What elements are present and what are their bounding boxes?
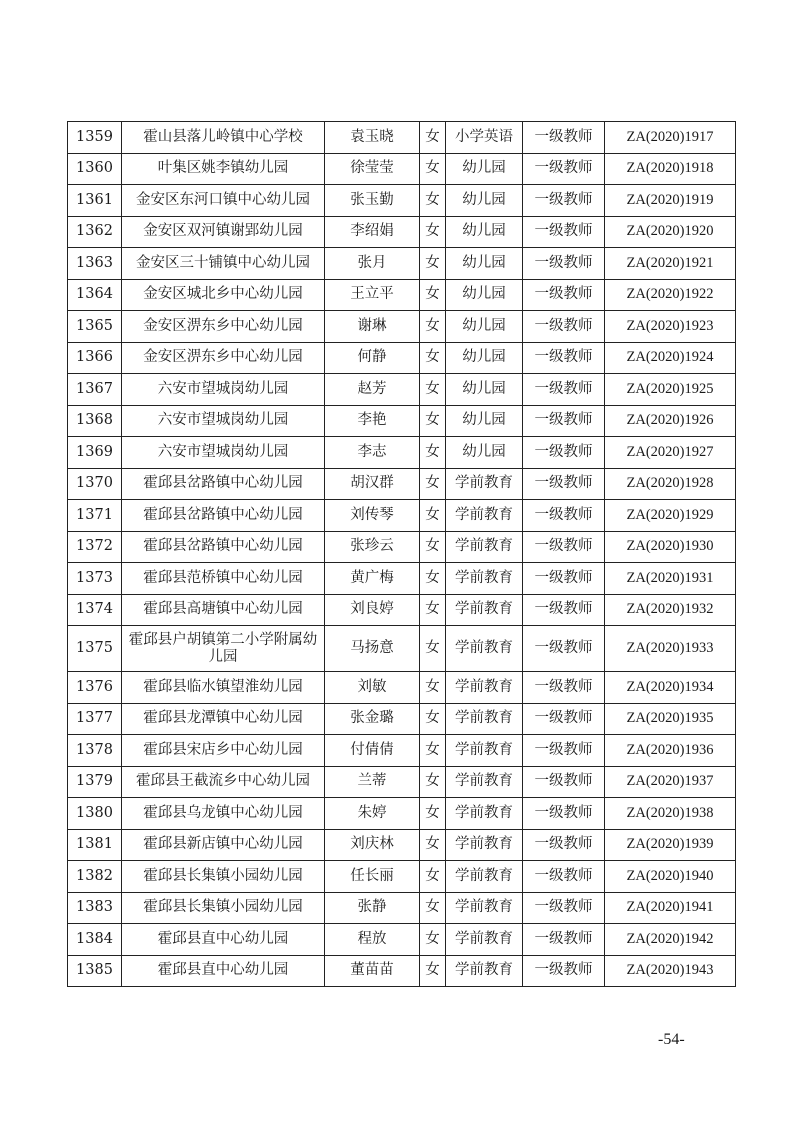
gender-cell: 女 [420,216,446,248]
teacher-name-cell: 黄广梅 [325,563,420,595]
rank-cell: 一级教师 [523,735,605,767]
teacher-name-cell: 张月 [325,248,420,280]
school-cell: 金安区淠东乡中心幼儿园 [122,311,325,343]
serial-number-cell: 1373 [68,563,122,595]
teacher-name-cell: 朱婷 [325,798,420,830]
school-cell: 霍邱县长集镇小园幼儿园 [122,892,325,924]
subject-cell: 幼儿园 [446,342,523,374]
serial-number-cell: 1359 [68,122,122,154]
subject-cell: 学前教育 [446,563,523,595]
gender-cell: 女 [420,342,446,374]
school-cell: 霍邱县范桥镇中心幼儿园 [122,563,325,595]
page-number: -54- [658,1031,685,1048]
teacher-name-cell: 袁玉晓 [325,122,420,154]
school-cell: 金安区淠东乡中心幼儿园 [122,342,325,374]
gender-cell: 女 [420,468,446,500]
serial-number-cell: 1379 [68,766,122,798]
certificate-number-cell: ZA(2020)1940 [605,861,736,893]
teacher-name-cell: 何静 [325,342,420,374]
school-cell: 霍邱县直中心幼儿园 [122,924,325,956]
serial-number-cell: 1366 [68,342,122,374]
rank-cell: 一级教师 [523,955,605,987]
subject-cell: 幼儿园 [446,311,523,343]
school-cell: 六安市望城岗幼儿园 [122,374,325,406]
subject-cell: 幼儿园 [446,216,523,248]
serial-number-cell: 1381 [68,829,122,861]
gender-cell: 女 [420,437,446,469]
teacher-name-cell: 张金璐 [325,703,420,735]
certificate-number-cell: ZA(2020)1923 [605,311,736,343]
table-row [68,468,736,500]
teacher-name-cell: 李志 [325,437,420,469]
rank-cell: 一级教师 [523,500,605,532]
rank-cell: 一级教师 [523,798,605,830]
certificate-number-cell: ZA(2020)1927 [605,437,736,469]
serial-number-cell: 1367 [68,374,122,406]
subject-cell: 学前教育 [446,766,523,798]
gender-cell: 女 [420,626,446,672]
rank-cell: 一级教师 [523,342,605,374]
gender-cell: 女 [420,892,446,924]
subject-cell: 学前教育 [446,468,523,500]
school-cell: 金安区城北乡中心幼儿园 [122,279,325,311]
subject-cell: 学前教育 [446,861,523,893]
school-cell: 霍邱县高塘镇中心幼儿园 [122,594,325,626]
subject-cell: 学前教育 [446,735,523,767]
rank-cell: 一级教师 [523,405,605,437]
table-row [68,216,736,248]
table-row [68,248,736,280]
subject-cell: 学前教育 [446,500,523,532]
serial-number-cell: 1362 [68,216,122,248]
serial-number-cell: 1377 [68,703,122,735]
subject-cell: 学前教育 [446,798,523,830]
subject-cell: 学前教育 [446,829,523,861]
teacher-name-cell: 张静 [325,892,420,924]
subject-cell: 学前教育 [446,594,523,626]
table-row [68,437,736,469]
subject-cell: 幼儿园 [446,374,523,406]
serial-number-cell: 1376 [68,672,122,704]
serial-number-cell: 1368 [68,405,122,437]
school-cell: 霍邱县岔路镇中心幼儿园 [122,468,325,500]
table-row [68,405,736,437]
gender-cell: 女 [420,374,446,406]
school-cell: 霍山县落儿岭镇中心学校 [122,122,325,154]
certificate-number-cell: ZA(2020)1926 [605,405,736,437]
gender-cell: 女 [420,672,446,704]
table-row [68,735,736,767]
gender-cell: 女 [420,829,446,861]
table-row [68,924,736,956]
rank-cell: 一级教师 [523,248,605,280]
serial-number-cell: 1385 [68,955,122,987]
gender-cell: 女 [420,248,446,280]
rank-cell: 一级教师 [523,185,605,217]
gender-cell: 女 [420,703,446,735]
teacher-name-cell: 刘敏 [325,672,420,704]
subject-cell: 学前教育 [446,531,523,563]
teacher-name-cell: 胡汉群 [325,468,420,500]
teacher-name-cell: 谢琳 [325,311,420,343]
certificate-number-cell: ZA(2020)1931 [605,563,736,595]
school-cell: 霍邱县临水镇望淮幼儿园 [122,672,325,704]
certificate-number-cell: ZA(2020)1925 [605,374,736,406]
table-row [68,185,736,217]
certificate-number-cell: ZA(2020)1938 [605,798,736,830]
subject-cell: 学前教育 [446,626,523,672]
rank-cell: 一级教师 [523,216,605,248]
gender-cell: 女 [420,563,446,595]
table-row [68,311,736,343]
serial-number-cell: 1382 [68,861,122,893]
table-row [68,955,736,987]
certificate-number-cell: ZA(2020)1932 [605,594,736,626]
school-cell: 霍邱县直中心幼儿园 [122,955,325,987]
subject-cell: 幼儿园 [446,279,523,311]
table-row [68,531,736,563]
certificate-number-cell: ZA(2020)1937 [605,766,736,798]
certificate-number-cell: ZA(2020)1936 [605,735,736,767]
teacher-name-cell: 李艳 [325,405,420,437]
table-row [68,672,736,704]
school-cell: 霍邱县岔路镇中心幼儿园 [122,500,325,532]
gender-cell: 女 [420,798,446,830]
certificate-number-cell: ZA(2020)1924 [605,342,736,374]
rank-cell: 一级教师 [523,437,605,469]
rank-cell: 一级教师 [523,311,605,343]
serial-number-cell: 1360 [68,153,122,185]
rank-cell: 一级教师 [523,468,605,500]
serial-number-cell: 1372 [68,531,122,563]
gender-cell: 女 [420,766,446,798]
certificate-number-cell: ZA(2020)1942 [605,924,736,956]
serial-number-cell: 1378 [68,735,122,767]
rank-cell: 一级教师 [523,861,605,893]
gender-cell: 女 [420,122,446,154]
gender-cell: 女 [420,185,446,217]
certificate-number-cell: ZA(2020)1933 [605,626,736,672]
teacher-name-cell: 马扬意 [325,626,420,672]
gender-cell: 女 [420,594,446,626]
serial-number-cell: 1383 [68,892,122,924]
roster-body [68,122,736,987]
gender-cell: 女 [420,500,446,532]
school-cell: 六安市望城岗幼儿园 [122,405,325,437]
roster-table [67,121,736,987]
subject-cell: 幼儿园 [446,248,523,280]
table-row [68,563,736,595]
teacher-name-cell: 任长丽 [325,861,420,893]
certificate-number-cell: ZA(2020)1939 [605,829,736,861]
gender-cell: 女 [420,735,446,767]
table-row [68,861,736,893]
teacher-name-cell: 兰蒂 [325,766,420,798]
certificate-number-cell: ZA(2020)1929 [605,500,736,532]
table-row [68,122,736,154]
teacher-name-cell: 赵芳 [325,374,420,406]
serial-number-cell: 1384 [68,924,122,956]
school-cell: 金安区三十铺镇中心幼儿园 [122,248,325,280]
subject-cell: 幼儿园 [446,437,523,469]
school-cell: 霍邱县新店镇中心幼儿园 [122,829,325,861]
teacher-name-cell: 张玉勤 [325,185,420,217]
certificate-number-cell: ZA(2020)1943 [605,955,736,987]
gender-cell: 女 [420,955,446,987]
rank-cell: 一级教师 [523,563,605,595]
serial-number-cell: 1375 [68,626,122,672]
gender-cell: 女 [420,861,446,893]
certificate-number-cell: ZA(2020)1918 [605,153,736,185]
subject-cell: 学前教育 [446,892,523,924]
school-cell: 霍邱县乌龙镇中心幼儿园 [122,798,325,830]
school-cell: 金安区东河口镇中心幼儿园 [122,185,325,217]
table-row [68,892,736,924]
teacher-name-cell: 刘传琴 [325,500,420,532]
serial-number-cell: 1380 [68,798,122,830]
school-cell: 六安市望城岗幼儿园 [122,437,325,469]
certificate-number-cell: ZA(2020)1928 [605,468,736,500]
serial-number-cell: 1369 [68,437,122,469]
rank-cell: 一级教师 [523,672,605,704]
gender-cell: 女 [420,531,446,563]
teacher-name-cell: 李绍娟 [325,216,420,248]
subject-cell: 小学英语 [446,122,523,154]
school-cell: 霍邱县王截流乡中心幼儿园 [122,766,325,798]
serial-number-cell: 1374 [68,594,122,626]
rank-cell: 一级教师 [523,374,605,406]
serial-number-cell: 1364 [68,279,122,311]
certificate-number-cell: ZA(2020)1941 [605,892,736,924]
teacher-name-cell: 付倩倩 [325,735,420,767]
table-row [68,342,736,374]
subject-cell: 学前教育 [446,703,523,735]
certificate-number-cell: ZA(2020)1934 [605,672,736,704]
teacher-name-cell: 王立平 [325,279,420,311]
teacher-name-cell: 程放 [325,924,420,956]
teacher-name-cell: 刘庆林 [325,829,420,861]
certificate-number-cell: ZA(2020)1917 [605,122,736,154]
gender-cell: 女 [420,924,446,956]
subject-cell: 幼儿园 [446,405,523,437]
serial-number-cell: 1371 [68,500,122,532]
rank-cell: 一级教师 [523,279,605,311]
certificate-number-cell: ZA(2020)1930 [605,531,736,563]
gender-cell: 女 [420,153,446,185]
table-row [68,766,736,798]
teacher-name-cell: 张珍云 [325,531,420,563]
certificate-number-cell: ZA(2020)1921 [605,248,736,280]
certificate-number-cell: ZA(2020)1922 [605,279,736,311]
table-row [68,703,736,735]
table-row [68,500,736,532]
subject-cell: 幼儿园 [446,185,523,217]
school-cell: 霍邱县宋店乡中心幼儿园 [122,735,325,767]
rank-cell: 一级教师 [523,153,605,185]
certificate-number-cell: ZA(2020)1935 [605,703,736,735]
serial-number-cell: 1361 [68,185,122,217]
subject-cell: 学前教育 [446,955,523,987]
teacher-name-cell: 徐莹莹 [325,153,420,185]
school-cell: 叶集区姚李镇幼儿园 [122,153,325,185]
rank-cell: 一级教师 [523,531,605,563]
rank-cell: 一级教师 [523,703,605,735]
school-cell: 金安区双河镇谢郢幼儿园 [122,216,325,248]
serial-number-cell: 1365 [68,311,122,343]
table-row [68,798,736,830]
subject-cell: 幼儿园 [446,153,523,185]
rank-cell: 一级教师 [523,122,605,154]
table-row [68,626,736,672]
school-cell: 霍邱县户胡镇第二小学附属幼儿园 [122,626,325,672]
teacher-name-cell: 刘良婷 [325,594,420,626]
school-cell: 霍邱县岔路镇中心幼儿园 [122,531,325,563]
rank-cell: 一级教师 [523,892,605,924]
rank-cell: 一级教师 [523,766,605,798]
gender-cell: 女 [420,311,446,343]
table-row [68,153,736,185]
serial-number-cell: 1370 [68,468,122,500]
subject-cell: 学前教育 [446,924,523,956]
rank-cell: 一级教师 [523,924,605,956]
table-row [68,594,736,626]
serial-number-cell: 1363 [68,248,122,280]
gender-cell: 女 [420,405,446,437]
teacher-name-cell: 董苗苗 [325,955,420,987]
subject-cell: 学前教育 [446,672,523,704]
rank-cell: 一级教师 [523,594,605,626]
table-row [68,279,736,311]
rank-cell: 一级教师 [523,626,605,672]
certificate-number-cell: ZA(2020)1920 [605,216,736,248]
certificate-number-cell: ZA(2020)1919 [605,185,736,217]
gender-cell: 女 [420,279,446,311]
school-cell: 霍邱县龙潭镇中心幼儿园 [122,703,325,735]
school-cell: 霍邱县长集镇小园幼儿园 [122,861,325,893]
table-row [68,374,736,406]
table-row [68,829,736,861]
rank-cell: 一级教师 [523,829,605,861]
